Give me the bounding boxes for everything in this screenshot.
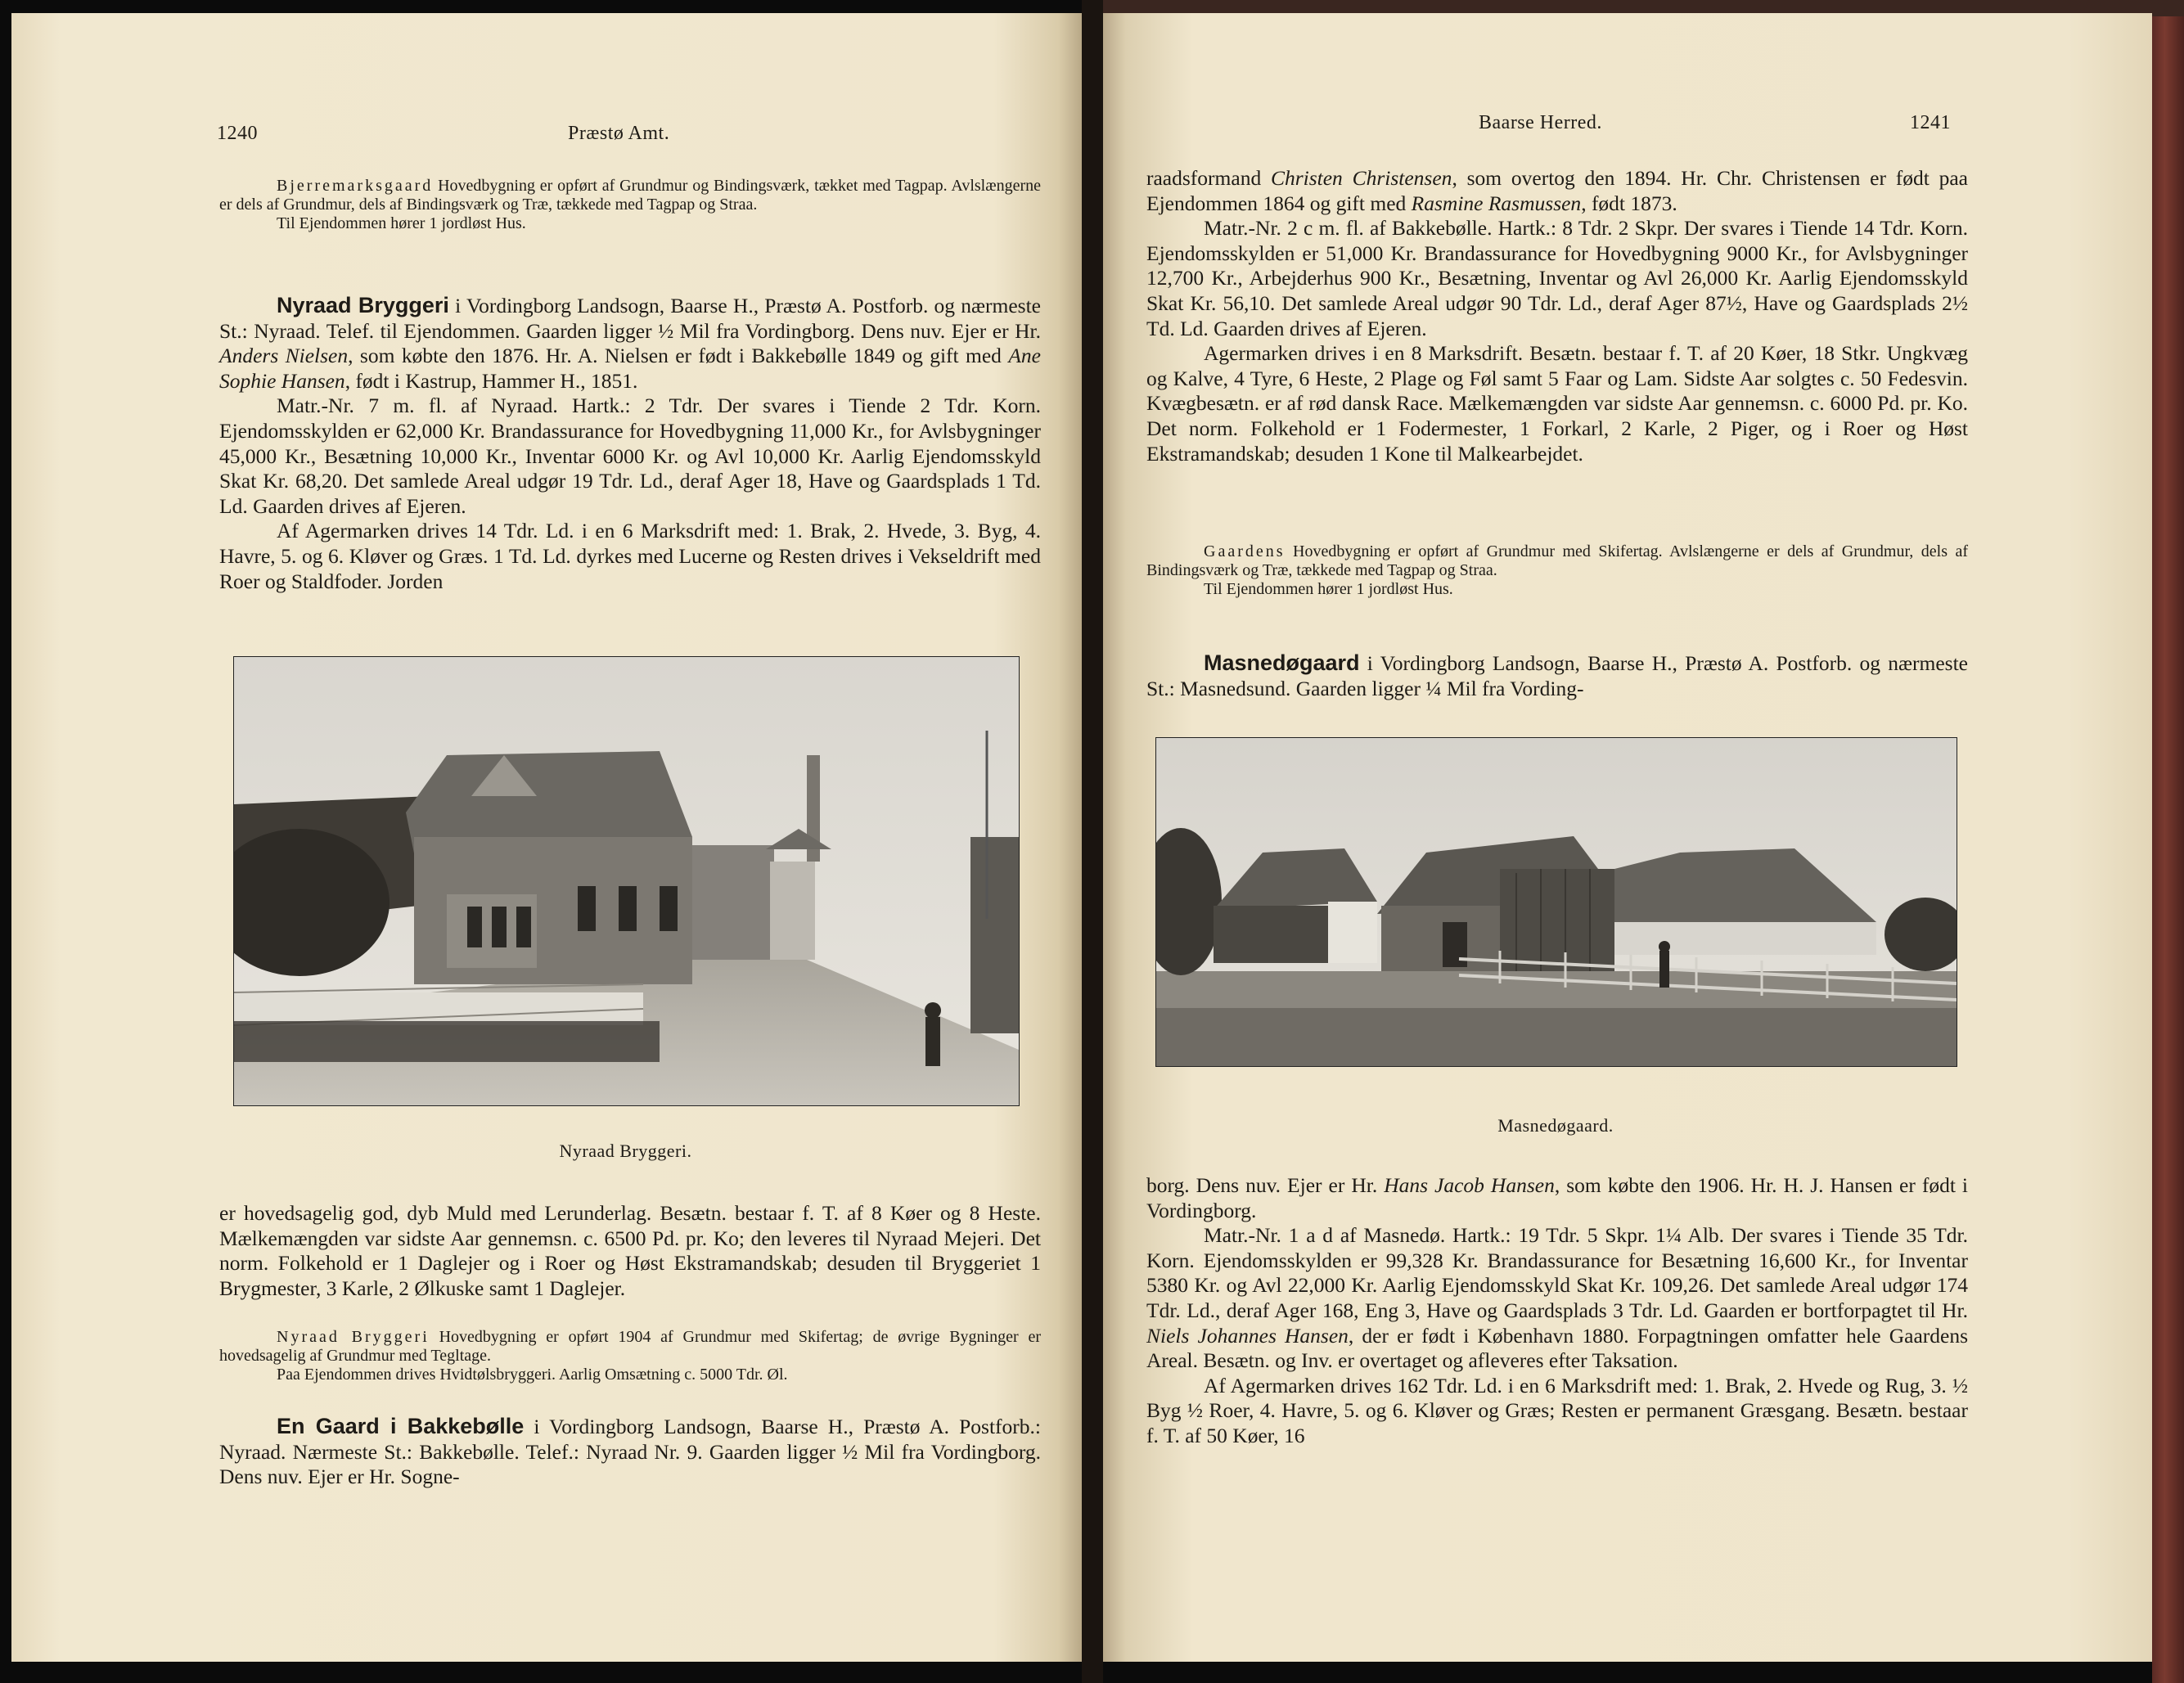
entry-paragraph: Agermarken drives i en 8 Marksdrift. Besætn. bestaar f. T. af 20 Køer, 18 Stkr. Ungkvæg og Kalve, 4 Tyre, 6 Heste, 2 Plage og Føl samt 5 Faar og Lam. Sidste Aar solgtes c. 50 Fedesvin. Kvægbesætn. er af rød dansk Race. Mælkemængden var sidste Aar gennemsn. c. 6000 Pd. pr. Ko. Det norm. Folkehold er 1 Fodermester, 1 Forkarl, 2 Karle, 2 Piger, og i Roer og Høst Ekstramandskab; desuden 1 Kone til Malkearbejdet. [1146,341,1968,466]
gaardens-note [1146,542,1968,599]
entry-text: i Vordingborg Landsogn, Baarse H., Præstø A. Postforb. og nærmeste St.: Nyraad. Telef. til Ejendommen. Gaarden ligger ½ Mil fra Vordingborg. Dens nuv. Ejer er Hr. [219,294,1041,343]
nyraad-photo-image [234,657,1019,1105]
photo-caption: Masnedøgaard. [1497,1115,1614,1136]
book-cloth-edge [2152,16,2184,1683]
page-number: 1240 [217,123,258,144]
bakkebolle-entry [219,1414,1041,1490]
entry-text: i Vordingborg Landsogn, Baarse H., Præstø A. Postforb. og nærmeste St.: Masnedsund. Gaarden ligger ¼ Mil fra Vording- [1146,651,1968,700]
entry-heading: Masnedøgaard [1204,650,1360,675]
nyraad-entry [219,293,1041,594]
entry-text: borg. Dens nuv. Ejer er Hr. [1146,1173,1385,1197]
entry-text: , født 1873. [1581,191,1677,215]
note-text: Hovedbygning er opført af Grundmur med Skifertag. Avlslængerne er dels af Grundmur, dels af Bindingsværk og Træ, tækkede med Tagpap og Straa. [1146,542,1968,579]
nyraad-continuation [219,1201,1041,1301]
bakkebolle-continuation [1146,166,1968,466]
entry-text: , som overtog den 1894. Hr. Chr. Christensen er født paa Ejendommen 1864 og gift med [1146,166,1968,215]
note-extra: Til Ejendommen hører 1 jordløst Hus. [1204,580,1453,598]
entry-text: , som købte den 1906. Hr. H. J. Hansen er født i Vordingborg. [1146,1173,1968,1222]
masnedogaard-photo [1155,737,1957,1067]
owner-name: Christen Christensen [1270,166,1452,190]
page-number: 1241 [1910,112,1951,133]
entry-paragraph: er hovedsagelig god, dyb Muld med Lerunderlag. Besætn. bestaar f. T. af 8 Køer og 8 Heste. Mælkemængden var sidste Aar gennemsn. c. 6500 Pd. pr. Ko; den leveres til Nyraad Mejeri. Det norm. Folkehold er 1 Daglejer og i Roer og Høst Ekstramandskab; desuden til Bryggeriet 1 Brygmester, 3 Karle, 2 Ølkuske samt 1 Daglejer. [219,1201,1041,1300]
note-text: Hovedbygning er opført af Grundmur og Bindingsværk, tækket med Tagpap. Avlslængerne er dels af Grundmur, dels af Bindingsværk og Træ, tækkede med Tagpap og Straa. [219,177,1041,214]
entry-text: , født i Kastrup, Hammer H., 1851. [344,368,638,393]
entry-heading: En Gaard i Bakkebølle [277,1414,525,1438]
nyraad-photo [233,656,1020,1106]
entry-text: , der er født i København 1880. Forpagtningen omfatter hele Gaardens Areal. Besætn. og Inv. er overtaget og afleveres efter Taksation. [1146,1323,1968,1373]
entry-text: raadsformand [1146,166,1271,190]
note-text: Hovedbygning er opført 1904 af Grundmur med Skifertag; de øvrige Bygninger er hovedsagelig af Grundmur med Tegltage. [219,1328,1042,1365]
left-page [11,13,1082,1662]
entry-paragraph: Matr.-Nr. 7 m. fl. af Nyraad. Hartk.: 2 Tdr. Der svares i Tiende 2 Tdr. Korn. Ejendomsskylden er 62,000 Kr. Brandassurance for Hovedbygning 11,000 Kr., for Avlsbygninger 45,000 Kr., Besætning 10,000 Kr., Inventar 6000 Kr. og Avl 10,000 Kr. Aarlig Ejendomsskyld Skat Kr. 68,20. Det samlede Areal udgør 19 Tdr. Ld., deraf Ager 18, Have og Gaardsplads 1 Td. Ld. Gaarden drives af Ejeren. [219,394,1041,518]
owner-name: Hans Jacob Hansen [1384,1173,1555,1197]
masnedogaard-continuation [1146,1173,1968,1449]
running-title: Præstø Amt. [568,123,670,144]
book-gutter [1082,0,1103,1683]
entry-text: , som købte den 1876. Hr. A. Nielsen er født i Bakkebølle 1849 og gift med [348,344,1009,368]
bjerremarksgaard-note [219,177,1041,233]
entry-text: Matr.-Nr. 1 a d af Masnedø. Hartk.: 19 Tdr. 5 Skpr. 1¼ Alb. Der svares i Tiende 35 Tdr. Korn. Ejendomsskylden er 99,328 Kr. Brandassurance for Besætning 16,600 Kr., for Inventar 5380 Kr. og Avl 22,000 Kr. Aarlig Ejendomsskyld Skat Kr. 109,26. Det samlede Areal udgør 174 Tdr. Ld., deraf Ager 168, Eng 3, Have og Gaardsplads 3 Tdr. Ld. Gaarden er bortforpagtet til Hr. [1146,1223,1968,1322]
note-extra: Paa Ejendommen drives Hvidtølsbryggeri. Aarlig Omsætning c. 5000 Tdr. Øl. [277,1366,788,1384]
entry-heading: Nyraad Bryggeri [277,293,449,317]
note-extra: Til Ejendommen hører 1 jordløst Hus. [277,214,526,232]
masnedogaard-entry [1146,650,1968,701]
running-title: Baarse Herred. [1479,112,1602,133]
note-lead: Gaardens [1204,542,1286,560]
masnedogaard-photo-image [1156,738,1957,1066]
wife-name: Rasmine Rasmussen [1411,191,1582,215]
owner-name: Anders Nielsen [219,344,349,368]
photo-caption: Nyraad Bryggeri. [559,1141,692,1161]
entry-paragraph: Matr.-Nr. 2 c m. fl. af Bakkebølle. Hartk.: 8 Tdr. 2 Skpr. Der svares i Tiende 14 Tdr. Korn. Ejendomsskylden er 51,000 Kr. Brandassurance for Hovedbygning 9000 Kr., for Avlsbygninger 12,700 Kr., Arbejderhus 900 Kr., Besætning, Inventar og Avl 26,000 Kr. Aarlig Ejendomsskyld Skat Kr. 56,10. Det samlede Areal udgør 90 Tdr. Ld., deraf Ager 87½, Have og Gaardsplads 2½ Td. Ld. Gaarden drives af Ejeren. [1146,216,1968,340]
wife-name: Ane Sophie Hansen [219,344,1041,393]
entry-paragraph: Af Agermarken drives 14 Tdr. Ld. i en 6 Marksdrift med: 1. Brak, 2. Hvede, 3. Byg, 4. Havre, 5. og 6. Kløver og Græs. 1 Td. Ld. dyrkes med Lucerne og Resten drives i Vekseldrift med Roer og Staldfoder. Jorden [219,519,1041,593]
tenant-name: Niels Johannes Hansen [1146,1323,1349,1348]
entry-text: i Vordingborg Landsogn, Baarse H., Præstø A. Postforb.: Nyraad. Nærmeste St.: Bakkebølle. Telef.: Nyraad Nr. 9. Gaarden ligger ½ Mil fra Vordingborg. Dens nuv. Ejer er Hr. Sogne- [219,1415,1041,1489]
entry-paragraph: Af Agermarken drives 162 Tdr. Ld. i en 6 Marksdrift med: 1. Brak, 2. Hvede og Rug, 3. ½ Byg ½ Roer, 4. Havre, 5. og 6. Kløver og Græs; Resten er permanent Græsgang. Besætn. bestaar f. T. af 50 Køer, 16 [1146,1373,1968,1447]
right-page [1103,13,2152,1662]
note-lead: Bjerremarksgaard [277,177,434,195]
note-lead: Nyraad Bryggeri [277,1328,430,1346]
nyraad-note [219,1328,1041,1384]
